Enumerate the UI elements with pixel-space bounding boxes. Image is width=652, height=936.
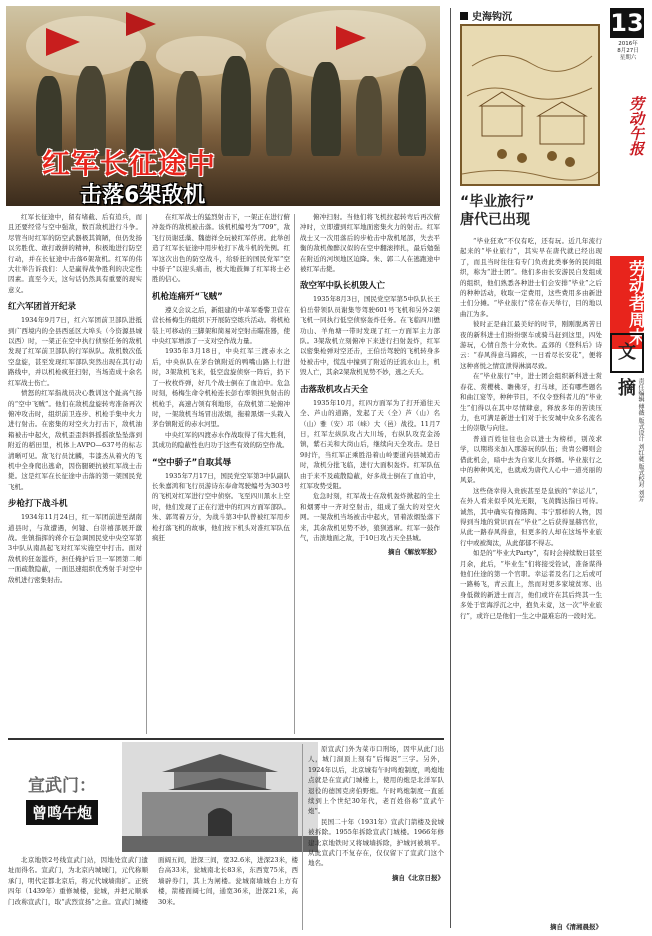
dateline <box>610 41 646 62</box>
source-credit: 摘自《清湘晨报》 <box>550 923 602 931</box>
section-label: 劳动者周末 <box>610 256 644 349</box>
bottom-article-col1 <box>8 855 298 907</box>
red-flag-icon <box>126 12 156 36</box>
main-article-col2 <box>152 212 290 543</box>
paragraph: 如是的“毕业大Party”，有时会持续数日甚至月余，此后，“毕业生”们将接受铨试，准备谋得他们仕途的第一个官职。幸运者及名门之后或可一路畅飞，青云直上，然而对更多家境贫寒、出身低微的新进士而言，他们或许在其后终其一生多处于宦海浮沉之中，抱负未竟，这一次“毕业旅行”，或许已是他们一生之中最难忘的一段时光。 <box>460 549 602 620</box>
paragraph: 普通百姓往往也会以进士为榜样，别茂求学，以期将来加入那游玩的队伍；贵胄公卿则会借此机会，暗中去为自家儿女择婿。毕业旅行之中的种种风光，也就成为唐代人心中一道亮丽的风景。 <box>460 434 602 485</box>
paragraph: “毕业狂欢”不仅有吃，还有玩。近几年流行起来的“毕业旅行”，其实早在唐代就已经出现了，而且当时往往有专门负责此类事务的民间组织，称为“进士团”。他们多由长安游民自发组成的组织，他们熟悉各种进士们会安排“毕业”之后的种种活动，收取一定费用，这些费用多由新进士们分摊。“毕业旅行”常在春天举行，目的地以曲江为多。 <box>460 237 602 318</box>
gate-illustration <box>122 742 318 852</box>
main-article-col3 <box>300 212 440 556</box>
bottom-article-col2 <box>308 744 444 882</box>
date-year: 2016年 <box>618 41 638 47</box>
title-line1: “毕业旅行” <box>460 194 535 210</box>
subheading: 步枪打下战斗机 <box>8 499 68 510</box>
column-label: 史海钩沉 <box>460 8 512 23</box>
hero-title-line2: 击落6架敌机 <box>80 183 206 206</box>
subheading: 敌空军中队长机毁人亡 <box>300 281 386 292</box>
paragraph: 1935年7月17日，国民党空军第3中队副队长朱嘉鸿和飞行员游诗东奉命驾驶编号为303号的飞机对红军进行空中侦察。飞至四川黑水上空时，他们发现了正在行进中的红四方面军部队。朱、郭驾着万分，为战斗第3中队曾被红军用步枪打落飞机的故事，他们按下机头对准红军队伍疯狂 <box>152 471 290 542</box>
paragraph: 1935年8月3日，国民党空军第5中队队长王伯岳带领队员谢集等驾驶601号飞机和另外2架飞机一同执行低空侦察轰炸任务。在飞临四川懋功山、羊角塘一带时发现了红一方面军主力部队。3架敌机立刻俯冲下来进行扫射轰炸，红军以密集枪弹对空还击，王伯岳驾驶的飞机转身多处被击中，慌乱中撞到了附近的迁流水山上，机毁人亡，其余2架敌机见势不妙，逃之夭夭。 <box>300 295 440 377</box>
city-gate-image <box>122 742 318 852</box>
paragraph: 民国二十年（1931年）宣武门箭楼及瓮城被拆除。1955年拆除宣武门城楼。1966年修建北京地铁时又将城墙拆除，护城河被填平。从此宣武门不复存在，仅仅留下了宣武门这个地名。 <box>308 817 444 868</box>
section-label-digest: 文摘 <box>610 333 644 373</box>
column-divider <box>302 744 303 930</box>
paragraph: 危急时刻，红军战士在敌机轰炸掀起的尘土和烟雾中一齐对空射击，组成了强大的对空火网。一架敌机当场被击中起火，冒着浓烟坠落下来，其余敌机见势不妙，狼狈逃窜。红军一鼓作气，击溃地面之敌，于10日攻占天全县城。 <box>300 492 440 542</box>
paragraph: 这些侥幸得入贵族甚至是皇族的“幸运儿”，在外人看来似乎风光无限，飞黄腾达指日可待。诚然，其中确实有像陈陶、韦宁那样的人物，因得到当地的赏识而在“毕业”之后获得显赫官位，从此一路春风得意，但更多的人却在这场毕业旅行中或被淘汰，从此郁郁不得志。 <box>460 486 602 547</box>
editor-credits: 责任编辑 傅薇 版式设计 刘红蕤 版式校对 刘芳 <box>637 378 644 502</box>
paragraph: 彼时正是曲江最美好的时节，刚刚脱离苦日夜的新科进士们纷纷驱车或骑马赶到这里，四处游玩，心情自然十分欢快。孟郊的《登科后》诗云：“春风得意马蹄疾，一日看尽长安花”，便将这种喜悦之情宣泄得淋漓尽致。 <box>460 320 602 370</box>
subheading: 红六军团首开纪录 <box>8 302 77 313</box>
hero-image <box>6 6 440 206</box>
paragraph: 中央红军的四渡赤水作战取得了伟大胜利，其成功的隐蔽性也归功于这些有效的防空作战。 <box>152 430 290 450</box>
subheading: 机枪连痛歼“飞贼” <box>152 291 223 302</box>
date-day: 8月27日 <box>617 48 639 54</box>
subheading: 击落敌机攻占天全 <box>300 384 369 395</box>
paragraph: 1934年11月24日，红一军团前进至湖南道县时，与敌遭遇，何键、白崇禧部展开激战。坐镇指挥的蒋介石急调国民党中央空军第3中队从南昌起飞对红军实施空中打击。面对敌机的狂轰滥炸，担任掩护后卫一军团第二师一面疏散隐蔽，一面迅速组织优秀射手对空中敌机进行密集射击。 <box>8 513 142 584</box>
newspaper-logo: 劳动午报 <box>627 96 645 156</box>
paragraph: 1935年3月18日，中央红军三渡赤水之后，中央纵队在茅台镇附近的鸭嘴山路上行进时，3架敌机飞来，低空盘旋侦察一阵后，扔下了一枚枚炸弹，好几个战士倒在了血泊中。危急时刻，杨梅生命令机枪连长彭右率领担负射击的机枪手，高速占领有利地形，在敌机第二轮俯冲时，一架敌机当场冒出浓烟，拖着黑烟一头栽入茅台镇附近的赤水河里。 <box>152 347 290 429</box>
bottom-article-title-line1: 宣武门： <box>28 776 96 796</box>
paragraph: 1935年10月，红四方面军为了打开通往天全、芦山的道路，发起了天（全）芦（山）名（山）雅（安）邛（崃）大（邑）战役。11月7日，红军左纵队攻占大川场，右纵队攻克金汤镇，紫石关和大岗山后，继续向天全攻击。是日9时许，当红军正乘胜沿着山岭要道向县城追击时，敌机分批飞临，进行大面积轰炸。红军队伍由于来不及疏散隐蔽，好多战士倒在了血泊中，红军攻势受阻。 <box>300 398 440 490</box>
red-flag-icon <box>336 26 366 50</box>
paragraph: 俯冲扫射。当他们将飞机拉起转弯后再次俯冲时，立即遭到红军地面密集火力的射击。红军战士又一次用落后的步枪击中敌机尾部，失去平衡的敌机像醉汉似的在空中翻滚摔扎，最后勉强在附近的河坝地区迫降。朱、郭二人在逃跑途中被红军击毙。 <box>300 213 440 274</box>
paragraph: 在红军战士的猛烈射击下，一架正在进行俯冲轰炸的敌机被击落。该机机编号为“709”，敌飞行员谢廷藻、魏德祥全玩被红军俘虏。此举创造了红军长征途中用步枪打下战斗机的先例。红军这次出色的防空战斗，给骄狂的国民党军“空中骄子”以迎头痛击，极大地鼓舞了红军将士必胜的信心。 <box>152 213 290 284</box>
paragraph: 1934年9月7日，红六军团前卫部队进抵到广西境内的全县西延区大埠头（今资源县城以西）时，一架正在空中执行侦察任务的敌机发现了红军前卫部队的行军纵队。敌机数次低空盘旋，甚至发现红军部队突然出现在其行动路线中，并以机枪疯狂扫射，当场造成十余名红军战士伤亡。 <box>8 316 142 387</box>
paragraph: 愤怒的红军指战员决心教训这个趾高气扬的“空中飞贼”。他们在敌机盘旋转弯准备再次俯冲攻击时，组织前卫连步、机枪手集中火力进行射击。在密集的对空火力打击下，敌机油箱被击中起火，敌机歪歪斜斜摇摇欲坠坠落到附近的稻田里，机体上AVPO—637号的标志清晰可见。敌飞行员沈麟，韦漆杰从着火的飞机中全身爬出逃命，因伤腿硬抗被红军战士击毙。这是红军在长征途中击落的第一架国民党飞机。 <box>8 389 142 491</box>
hero-title-line1: 红军长征途中 <box>42 147 217 180</box>
paragraph: 北京地铁2号线宣武门站，因地处宣武门遗址而得名。宣武门，为北京内城城门，元代称顺承门，明代定都北京后，将元代城墙南扩。正统四年（1439年）重修城楼，瓮城，并把元顺承门改称宣武门，取“武烈宣扬”之意。宣武门城楼面阔五间，进深三间，宽32.6米，进深23米，楼台高33米，瓮城南北长83米，东西宽75米，西墙辟券门，其上为闸楼。瓮城南墙城台上方有楼，箭楼面阔七间，通宽36米，进深21米，高30米。 <box>8 856 298 906</box>
date-weekday: 星期六 <box>619 55 637 61</box>
painting-illustration <box>462 26 598 184</box>
bottom-article-title-line2: 曾鸣午炮 <box>26 800 98 825</box>
source-credit: 摘自《解放军报》 <box>388 548 440 557</box>
main-article-col1 <box>8 212 142 585</box>
right-article-body <box>460 236 602 621</box>
section-divider <box>8 738 444 740</box>
column-divider <box>450 8 451 928</box>
paragraph: 红军长征途中，留有堵截、后有追兵，而且还要经常与空中强敌，数百敌机进行斗争。尽管当时红军的防空武器极其简陋，但仍发扬以劣胜优、敢打敢拼的精神，积极地进行防空行动，并在长征途中击落6架敌机。红军的伟大壮举告诉我们：人是赢得战争胜利的决定性因素。直至今天，这句话仍然具有重要的现实意义。 <box>8 213 142 294</box>
subheading: “空中骄子”自取其辱 <box>152 457 232 468</box>
paragraph: 在“毕业旅行”中，进士团会组织新科进士赏春花、赏樱桃、瞻佛牙，打马球，还有哪些题名和曲江宴等，种种节目，不仅令登科者儿的“毕业生”们得以在其中尽情肆意，释放多年的苦读压力，也可满足新进士们对于长安城中众多名流名士的崇敬与向往。 <box>460 372 602 433</box>
ancient-painting-image <box>460 24 600 186</box>
column-divider <box>146 214 147 734</box>
article-title <box>460 193 600 229</box>
source-credit: 摘自《北京日报》 <box>392 873 444 882</box>
red-flag-icon <box>46 28 80 56</box>
paragraph: 原宣武门外为菜市口刑场，因牢从此门出人，城门洞顶上刻有“后悔迟”三字。另外，1924年以后，北京城有午时鸣炮制度，鸣炮地点就是在宣武门城楼上，使用的炮是北洋军队退役的德国克虏伯野炮。午时鸣炮制度一直延续到上个世纪30年代，老百姓俗称“宣武午炮”。 <box>308 745 444 816</box>
title-line2: 唐代已出现 <box>460 212 530 228</box>
column-divider <box>294 214 295 734</box>
page-number: 13 <box>610 9 644 37</box>
paragraph: 遵义会议之后，新组建的中革军委警卫营在营长杨梅生的组织下开展防空练兵活动。将机枪装上可移动的三脚架和简易对空射击瞄准器，使中央红军增添了一支对空作战力量。 <box>152 305 290 346</box>
